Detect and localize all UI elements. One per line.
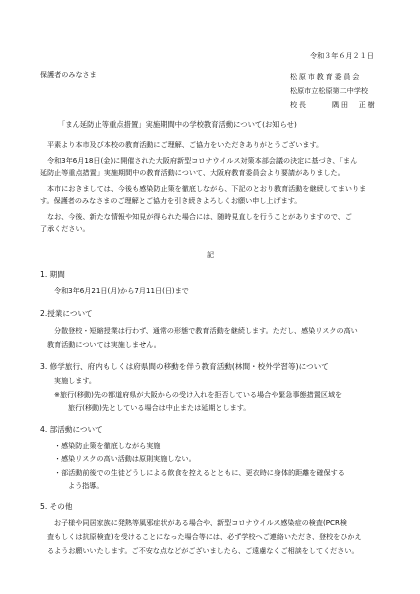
section-3-line: ※旅行(移動)先の都道府県が大阪からの受け入れを拒否している場合や緊急事態措置区域を xyxy=(54,390,343,399)
section-4-line: ・部活動前後での生徒どうしによる飲食を控えるとともに、更衣時に身体的距離を確保する xyxy=(54,468,345,477)
section-5-line: お子様や同居家族に発熱等風邪症状がある場合や、新型コロナウイルス感染症の検査(PCR検 xyxy=(54,518,348,527)
section-3-line: 旅行(移動)先としている場合は中止または延期とします。 xyxy=(68,403,251,412)
section-4-line: ・感染防止策を徹底しながら実施 xyxy=(54,441,161,450)
section-1-line: 令和3年6月21日(月)から7月11日(日)まで xyxy=(54,286,189,295)
section-2-heading: 2.授業について xyxy=(40,309,93,318)
section-3-heading: 3. 修学旅行、府内もしくは府県間の移動を伴う教育活動(林間・校外学習等)について xyxy=(40,362,329,371)
document-date: 令和３年６月２１日 xyxy=(310,51,374,60)
section-1-heading: 1. 期間 xyxy=(40,270,65,279)
section-3-line: 実施します。 xyxy=(54,376,96,385)
body-line: 延防止等重点措置」実施期間中の教育活動について、大阪府教育委員会より要請がありました。 xyxy=(40,168,345,177)
document-title: 「まん延防止等重点措置」実施期間中の学校教育活動について(お知らせ) xyxy=(58,120,297,129)
recipient-line: 保護者のみなさま xyxy=(40,70,97,79)
section-4-line: ・感染リスクの高い活動は原則実施しない。 xyxy=(54,454,196,463)
body-line: 平素より本市及び本校の教育活動にご理解、ご協力をいただきありがとうございます。 xyxy=(47,140,324,149)
sender-city: 松原市教育委員会 xyxy=(290,72,362,81)
section-5-line: るようお願いいたします。ご不安な点などがございましたら、ご遠慮なくご相談をしてください。 xyxy=(47,546,359,555)
ki-heading: 記 xyxy=(207,250,215,259)
body-line: 令和3年6月18日(金)に開催された大阪府新型コロナウイルス対策本部会議の決定に基づき、「まん xyxy=(47,156,358,165)
section-4-line: よう指導。 xyxy=(68,481,104,490)
body-line: す。保護者のみなさまのご理解とご協力を引き続きよろしくお願い申し上げます。 xyxy=(40,196,302,205)
body-line: 了承ください。 xyxy=(40,224,90,233)
section-2-line: 分散登校・短縮授業は行わず、通常の形態で教育活動を継続します。ただし、感染リスクの高い xyxy=(54,326,358,335)
section-5-line: 査もしくは抗原検査)を受けることになった場合等には、必ず学校へご連絡いただき、登校をひかえ xyxy=(47,532,362,541)
principal-name: 隅田 正樹 xyxy=(332,100,377,109)
body-line: なお、今後、新たな情報や知見が得られた場合には、随時見直しを行うことがありますので、ご xyxy=(47,212,352,221)
body-line: 本市におきましては、今後も感染防止策を徹底しながら、下記のとおり教育活動を継続してまいりま xyxy=(47,184,367,193)
section-5-heading: 5. その他 xyxy=(40,502,73,511)
section-4-heading: 4. 部活動について xyxy=(40,425,103,434)
section-2-line: 教育活動については実施しません。 xyxy=(47,340,161,349)
principal-title: 校長 xyxy=(290,100,308,109)
sender-school: 松原市立松原第二中学校 xyxy=(290,86,369,95)
